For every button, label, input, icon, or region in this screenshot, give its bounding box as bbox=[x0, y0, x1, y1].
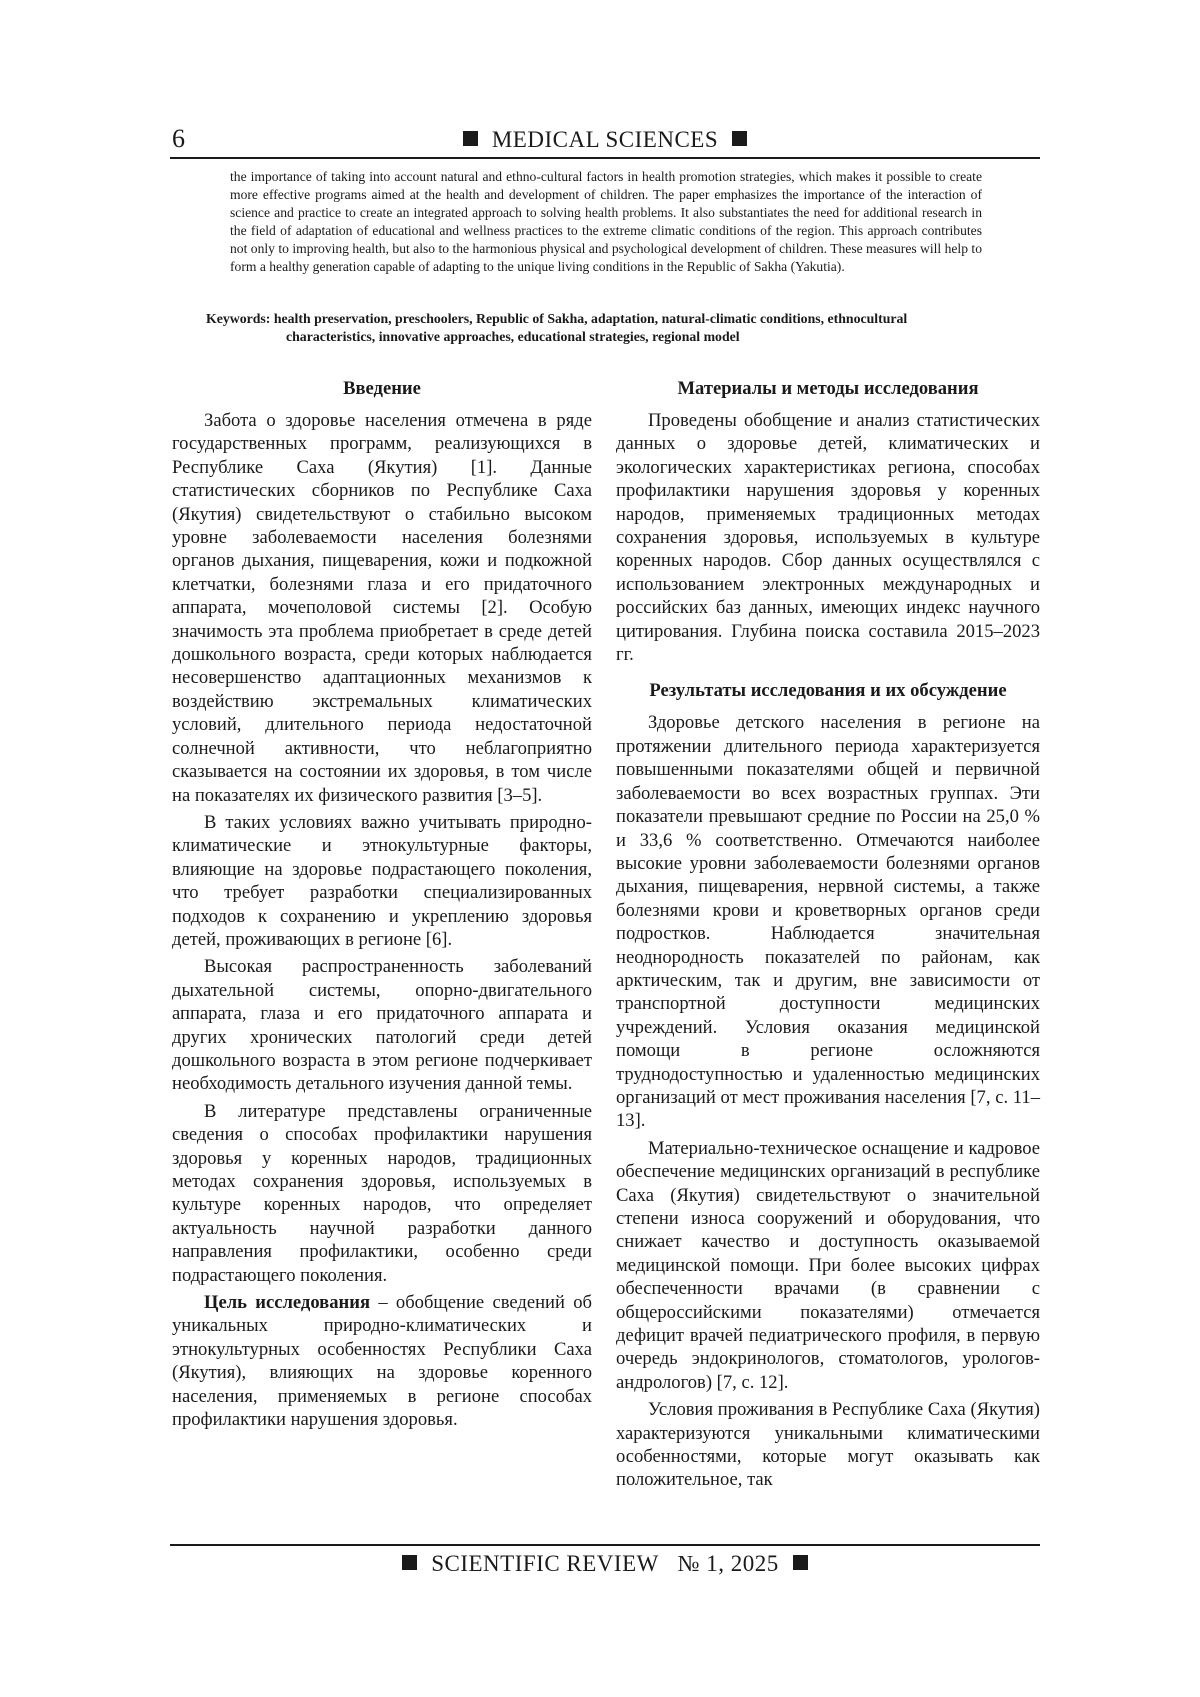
page-header bbox=[170, 124, 1040, 156]
section-heading-methods: Материалы и методы исследования bbox=[677, 378, 979, 399]
footer-issue: № 1, 2025 bbox=[677, 1551, 779, 1576]
section-heading-results: Результаты исследования и их обсуждение bbox=[649, 680, 1007, 702]
paragraph: Высокая распространенность заболеваний дыхательной системы, опорно-двигательного аппарата, глаза и его придаточного аппарата и других хронических патологий среди детей дошкольного возраста в этом регионе подчеркивает необходимость детального изучения данной темы. bbox=[172, 956, 592, 1095]
journal-section: MEDICAL SCIENCES bbox=[491, 127, 719, 152]
aim-text: – обобщение сведений об уникальных природно-климатических и этнокультурных особенностях Республики Саха (Якутия), влияющих на здоровье коренного населения, применяемых в регионе способах профилактики нарушения здоровья. bbox=[172, 1292, 592, 1431]
square-bullet-icon bbox=[732, 131, 747, 146]
section-heading-introduction: Введение bbox=[343, 378, 421, 399]
right-column bbox=[616, 378, 1040, 1492]
aim-label: Цель исследования bbox=[204, 1292, 371, 1314]
paragraph: В литературе представлены ограниченные сведения о способах профилактики нарушения здоровья у коренных народов, традиционных методах сохранения здоровья, используемых в культуре коренных народов, что определяет актуальность научной разработки данного направления профилактики, особенно среди подрастающего поколения. bbox=[172, 1100, 592, 1286]
footer-rule bbox=[170, 1544, 1040, 1546]
page-footer bbox=[170, 1551, 1040, 1577]
keywords-line-2: characteristics, innovative approaches, educational strategies, regional model bbox=[286, 329, 740, 344]
paragraph: Забота о здоровье населения отмечена в ряде государственных программ, реализующихся в Республике Саха (Якутия) [1]. Данные статистических сборников по Республике Саха (Якутия) свидетельствуют о стабильно высоком уровне заболеваемости населения болезнями органов дыхания, пищеварения, кожи и подкожной клетчатки, болезнями глаза и его придаточного аппарата, мочеполовой системы [2]. Особую значимость эта проблема приобретает в среде детей дошкольного возраста, среди которых наблюдается несовершенство адаптационных механизмов к воздействию экстремальных климатических условий, длительного периода недостаточной солнечной активности, что неблагоприятно сказывается на состоянии их здоровья, в том числе на показателях их физического развития [3–5]. bbox=[172, 410, 592, 806]
header-rule bbox=[170, 157, 1040, 159]
paragraph: Здоровье детского населения в регионе на протяжении длительного периода характеризуется повышенными показателями общей и первичной заболеваемости во всех возрастных группах. Эти показатели превышают средние по России на 25,0 % и 33,6 % соответственно. Отмечаются наиболее высокие уровни заболеваемости болезнями органов дыхания, пищеварения, нервной системы, а также болезнями крови и кроветворных органов среди подростков. Наблюдается значительная неоднородность показателей по районам, как арктическим, так и другим, вне зависимости от транспортной доступности медицинских учреждений. Условия оказания медицинской помощи в регионе осложняются труднодоступностью и удаленностью медицинских организаций от мест проживания населения [7, с. 11–13]. bbox=[616, 712, 1040, 1132]
square-bullet-icon bbox=[793, 1555, 808, 1570]
left-column bbox=[172, 378, 592, 1431]
keywords bbox=[206, 310, 1018, 346]
paragraph: Материально-техническое оснащение и кадровое обеспечение медицинских организаций в республике Саха (Якутия) свидетельствуют о значительной степени износа сооружений и оборудования, что снижает качество и доступность оказываемой медицинской помощи. При более высоких цифрах обеспеченности врачами (в сравнении с общероссийскими показателями) отмечается дефицит врачей педиатрического профиля, в первую очередь эндокринологов, стоматологов, урологов-андрологов) [7, с. 12]. bbox=[616, 1137, 1040, 1393]
footer-journal: SCIENTIFIC REVIEW bbox=[431, 1551, 659, 1576]
paragraph: В таких условиях важно учитывать природно-климатические и этнокультурные факторы, влияющие на здоровье подрастающего поколения, что требует разработки специализированных подходов к сохранению и укреплению здоровья детей, проживающих в регионе [6]. bbox=[172, 811, 592, 950]
paragraph-aim bbox=[172, 1291, 592, 1431]
square-bullet-icon bbox=[463, 131, 478, 146]
square-bullet-icon bbox=[402, 1555, 417, 1570]
keywords-line-1: Keywords: health preservation, preschoolers, Republic of Sakha, adaptation, natural-climatic conditions, ethnocultural bbox=[206, 311, 908, 326]
paragraph: Условия проживания в Республике Саха (Якутия) характеризуются уникальными климатическими особенностями, которые могут оказывать как положительное, так bbox=[616, 1399, 1040, 1491]
running-head bbox=[170, 127, 1040, 153]
page-number: 6 bbox=[172, 124, 185, 153]
abstract-text: the importance of taking into account natural and ethno-cultural factors in health promotion strategies, which makes it possible to create more effective programs aimed at the health and development of children. The paper emphasizes the importance of the interaction of science and practice to create an integrated approach to solving health problems. It also substantiates the need for additional research in the field of adaptation of educational and wellness practices to the extreme climatic conditions of the region. This approach contributes not only to improving health, but also to the harmonious physical and psychological development of children. These measures will help to form a healthy generation capable of adapting to the unique living conditions in the Republic of Sakha (Yakutia). bbox=[230, 169, 982, 274]
paragraph: Проведены обобщение и анализ статистических данных о здоровье детей, климатических и экологических характеристиках региона, способах профилактики нарушения здоровья у коренных народов, применяемых традиционных методах сохранения здоровья, используемых в культуре коренных народов. Сбор данных осуществлялся с использованием электронных международных и российских баз данных, имеющих индекс научного цитирования. Глубина поиска составила 2015–2023 гг. bbox=[616, 410, 1040, 666]
